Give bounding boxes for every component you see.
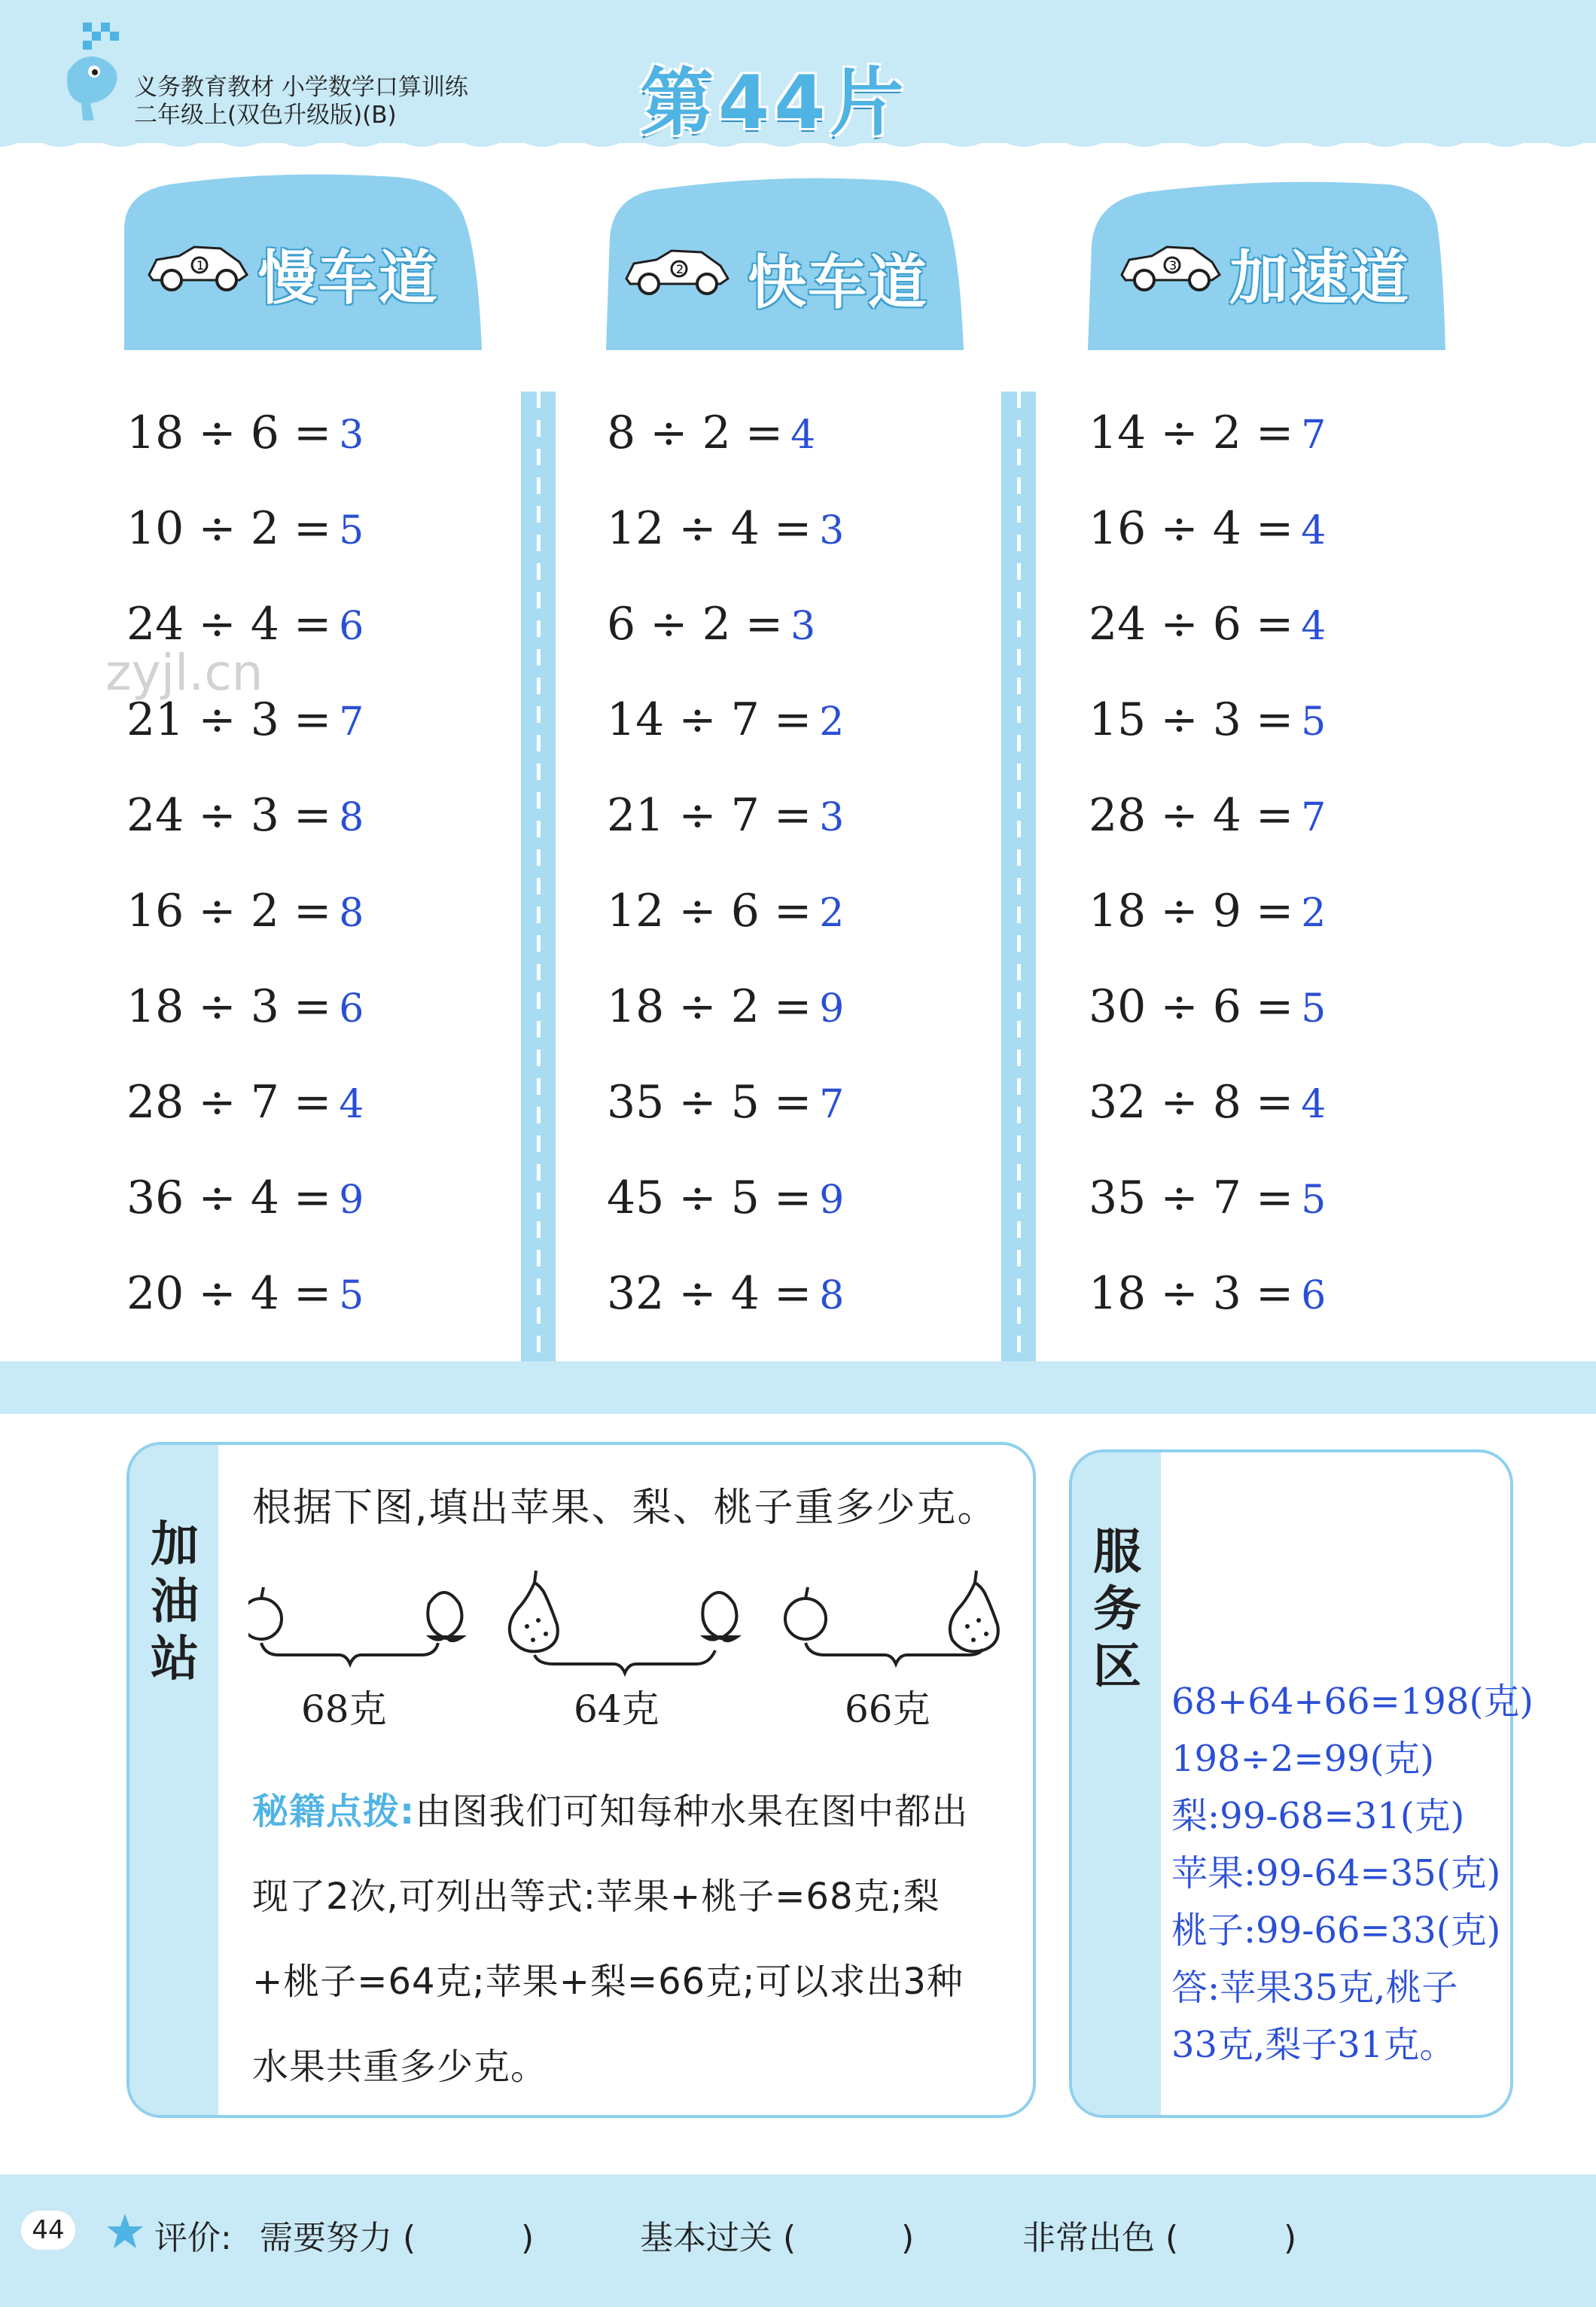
lane-divider xyxy=(521,392,556,1363)
apple-icon xyxy=(785,1587,826,1639)
problem-expression: 28 ÷ 7 = xyxy=(126,1076,332,1129)
evaluation-option-excellent: 非常出色 ( ) xyxy=(1022,2219,1297,2257)
problem-expression: 35 ÷ 7 = xyxy=(1089,1172,1294,1224)
problem-answer: 8 xyxy=(339,891,364,936)
problem-expression: 18 ÷ 6 = xyxy=(126,407,332,459)
problem-answer: 5 xyxy=(1301,986,1326,1032)
problem-expression: 36 ÷ 4 = xyxy=(126,1172,332,1224)
weight-label: 64克 xyxy=(574,1687,659,1731)
division-problem xyxy=(126,977,518,1072)
division-problem xyxy=(126,403,518,498)
problem-answer: 3 xyxy=(819,508,845,553)
problem-expression: 32 ÷ 8 = xyxy=(1089,1076,1294,1129)
division-problem xyxy=(1089,1072,1480,1168)
weight-label: 66克 xyxy=(845,1687,930,1731)
division-problem xyxy=(1089,690,1480,785)
evaluation-option-pass: 基本过关 ( ) xyxy=(640,2219,915,2257)
division-problem xyxy=(607,1168,998,1263)
race-car-icon xyxy=(623,245,736,297)
problem-expression: 20 ÷ 4 = xyxy=(126,1267,332,1320)
problem-expression: 28 ÷ 4 = xyxy=(1089,789,1294,842)
problem-expression: 12 ÷ 6 = xyxy=(607,885,812,937)
division-problem xyxy=(1089,498,1480,594)
problem-answer: 5 xyxy=(1301,699,1326,745)
problem-expression: 18 ÷ 9 = xyxy=(1089,885,1294,937)
svg-text:3: 3 xyxy=(1169,258,1177,273)
problem-answer: 7 xyxy=(819,1082,845,1127)
watermark: zyjl.cn xyxy=(105,644,263,702)
service-answer-line: 桃子:99-66=33(克) xyxy=(1171,1909,1501,1952)
division-problem xyxy=(126,1263,518,1359)
problem-expression: 18 ÷ 2 = xyxy=(607,980,812,1033)
problem-answer: 2 xyxy=(1301,891,1326,936)
svg-text:1: 1 xyxy=(196,258,205,273)
division-problem xyxy=(607,690,998,785)
peach-icon xyxy=(700,1592,742,1642)
division-problem xyxy=(607,1263,998,1359)
problem-answer: 8 xyxy=(819,1273,845,1318)
problem-answer: 9 xyxy=(339,1178,364,1223)
service-answer-line: 苹果:99-64=35(克) xyxy=(1171,1852,1501,1894)
problem-answer: 4 xyxy=(790,413,816,458)
problem-answer: 2 xyxy=(819,699,845,745)
division-problem xyxy=(1089,881,1480,977)
division-problem xyxy=(1089,785,1480,881)
lane-tab-fast xyxy=(606,169,967,350)
division-problem xyxy=(126,881,518,977)
problem-answer: 7 xyxy=(339,699,364,745)
problem-answer: 4 xyxy=(1301,604,1326,649)
division-problem xyxy=(126,690,518,785)
division-problem xyxy=(607,594,998,690)
evaluation-label: 评价: xyxy=(154,2219,232,2257)
problem-expression: 24 ÷ 6 = xyxy=(1089,598,1294,651)
problem-expression: 16 ÷ 4 = xyxy=(1089,502,1294,555)
problem-expression: 18 ÷ 3 = xyxy=(126,980,332,1033)
lane-tab-accel xyxy=(1088,169,1449,350)
problem-expression: 32 ÷ 4 = xyxy=(607,1267,812,1320)
peach-icon xyxy=(426,1592,467,1642)
fruit-pairs-diagram xyxy=(248,1566,1024,1687)
problem-answer: 7 xyxy=(1301,795,1326,840)
division-problem xyxy=(126,1168,518,1263)
division-problem xyxy=(607,785,998,881)
svg-text:2: 2 xyxy=(676,262,684,276)
division-problem xyxy=(1089,403,1480,498)
problem-answer: 5 xyxy=(1301,1178,1326,1223)
problem-expression: 10 ÷ 2 = xyxy=(126,502,332,555)
division-problem xyxy=(126,498,518,594)
service-answer-line: 68+64+66=198(克) xyxy=(1171,1681,1534,1723)
problem-expression: 14 ÷ 2 = xyxy=(1089,407,1294,459)
problem-answer: 5 xyxy=(339,1273,364,1318)
pear-icon xyxy=(950,1571,998,1651)
problem-answer: 3 xyxy=(819,795,845,840)
problem-answer: 5 xyxy=(339,508,364,553)
division-problem xyxy=(607,403,998,498)
apple-icon xyxy=(248,1587,282,1639)
problem-expression: 14 ÷ 7 = xyxy=(607,693,812,746)
problem-expression: 35 ÷ 5 = xyxy=(607,1076,812,1129)
problem-expression: 16 ÷ 2 = xyxy=(126,885,332,937)
problem-answer: 3 xyxy=(790,604,816,649)
problem-answer: 7 xyxy=(1301,413,1326,458)
evaluation-option-needs-effort: 需要努力 ( ) xyxy=(260,2219,535,2257)
book-series: 义务教育教材 小学数学口算训练 xyxy=(134,74,468,101)
page-title: 第44片 xyxy=(640,60,909,146)
problem-answer: 6 xyxy=(1301,1273,1326,1318)
problem-expression: 24 ÷ 4 = xyxy=(126,598,332,651)
problem-answer: 8 xyxy=(339,795,364,840)
problem-answer: 4 xyxy=(1301,1082,1326,1127)
pear-icon xyxy=(510,1571,558,1651)
problem-expression: 12 ÷ 4 = xyxy=(607,502,812,555)
lane-label-accel: 加速道 xyxy=(1229,245,1411,312)
problem-expression: 21 ÷ 7 = xyxy=(607,789,812,842)
race-car-icon xyxy=(1118,241,1223,294)
problem-expression: 30 ÷ 6 = xyxy=(1089,980,1294,1033)
division-problem xyxy=(1089,594,1480,690)
division-problem xyxy=(126,785,518,881)
service-answer-line: 33克,梨子31克。 xyxy=(1171,2024,1456,2066)
weight-label: 68克 xyxy=(301,1687,387,1731)
problem-expression: 8 ÷ 2 = xyxy=(607,407,784,459)
problem-column-fast xyxy=(607,403,998,1359)
lane-tab-slow xyxy=(124,169,486,350)
problem-expression: 18 ÷ 3 = xyxy=(1089,1267,1294,1320)
book-grade: 二年级上(双色升级版)(B) xyxy=(134,102,397,129)
problem-answer: 4 xyxy=(339,1082,364,1127)
service-answer-line: 梨:99-68=31(克) xyxy=(1171,1795,1465,1837)
service-answer-line: 198÷2=99(克) xyxy=(1171,1738,1435,1780)
page-number: 44 xyxy=(21,2211,75,2250)
problem-answer: 6 xyxy=(339,986,364,1032)
division-problem xyxy=(607,977,998,1072)
question-text: 根据下图,填出苹果、梨、桃子重多少克。 xyxy=(252,1486,998,1531)
problem-answer: 9 xyxy=(819,1178,845,1223)
logo-icon xyxy=(53,19,136,124)
tip-text: 由图我们可知每种水果在图中都出现了2次,可列出等式:苹果+桃子=68克;梨+桃子=64克;苹果+梨=66克;可以求出3种水果共重多少克。 xyxy=(252,1790,969,2088)
problem-answer: 2 xyxy=(819,891,845,936)
service-area-label: 服 务 区 xyxy=(1093,1525,1141,1695)
section-band xyxy=(0,1361,1596,1414)
division-problem xyxy=(1089,1168,1480,1263)
lane-label-fast: 快车道 xyxy=(748,249,929,317)
problem-answer: 6 xyxy=(339,604,364,649)
division-problem xyxy=(607,498,998,594)
division-problem xyxy=(607,881,998,977)
lane-label-slow: 慢车道 xyxy=(258,245,440,312)
race-car-icon xyxy=(145,241,251,294)
problem-column-accel xyxy=(1089,403,1480,1359)
refuel-station-label: 加 油 站 xyxy=(151,1517,199,1687)
division-problem xyxy=(607,1072,998,1168)
division-problem xyxy=(126,1072,518,1168)
star-icon xyxy=(105,2212,145,2251)
problem-answer: 3 xyxy=(339,413,364,458)
tip-label: 秘籍点拨: xyxy=(252,1790,416,1833)
problem-expression: 6 ÷ 2 = xyxy=(607,598,784,651)
problem-expression: 21 ÷ 3 = xyxy=(126,693,332,746)
problem-expression: 24 ÷ 3 = xyxy=(126,789,332,842)
service-answer-line: 答:苹果35克,桃子 xyxy=(1171,1967,1458,2009)
division-problem xyxy=(1089,1263,1480,1359)
problem-answer: 4 xyxy=(1301,508,1326,553)
lane-divider xyxy=(1001,392,1036,1363)
problem-expression: 45 ÷ 5 = xyxy=(607,1172,812,1224)
problem-answer: 9 xyxy=(819,986,845,1032)
problem-expression: 15 ÷ 3 = xyxy=(1089,693,1294,746)
book-info xyxy=(134,74,468,130)
tip-paragraph xyxy=(252,1769,998,2110)
division-problem xyxy=(1089,977,1480,1072)
service-answer-lines xyxy=(1171,1673,1534,2074)
problem-column-slow xyxy=(126,403,518,1359)
